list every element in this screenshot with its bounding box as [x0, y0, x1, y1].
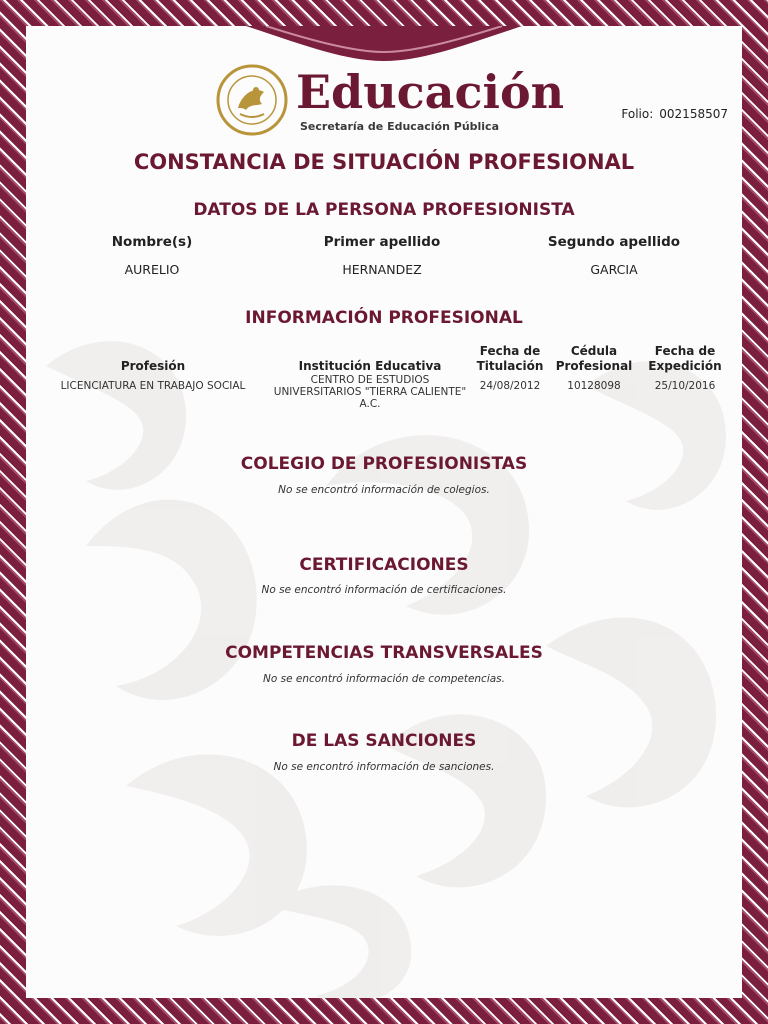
- table-col-fecha-titulacion: [474, 340, 546, 392]
- top-wave-ornament: [26, 26, 742, 66]
- person-col-nombre: [42, 234, 262, 277]
- document-title: CONSTANCIA DE SITUACIÓN PROFESIONAL: [133, 150, 635, 174]
- national-seal-icon: [216, 64, 288, 136]
- sanciones-empty-message: No se encontró información de sanciones.: [273, 761, 495, 773]
- table-col-cedula: [552, 340, 636, 392]
- professional-section-title: INFORMACIÓN PROFESIONAL: [245, 308, 523, 328]
- table-header-institucion: Institución Educativa: [298, 359, 442, 373]
- colegio-section-title: COLEGIO DE PROFESIONISTAS: [240, 454, 528, 474]
- person-header-segundo-apellido: Segundo apellido: [547, 234, 681, 250]
- folio-label: Folio:: [621, 107, 654, 121]
- competencias-section-title: COMPETENCIAS TRANSVERSALES: [225, 643, 543, 663]
- certificate-page: [26, 26, 742, 998]
- table-col-profesion: [54, 340, 252, 392]
- folio-value: 002158507: [659, 107, 728, 121]
- person-value-primer-apellido: HERNANDEZ: [342, 262, 422, 277]
- person-header-primer-apellido: Primer apellido: [323, 234, 441, 250]
- colegio-empty-message: No se encontró información de colegios.: [278, 484, 490, 496]
- institution-header: [216, 64, 596, 144]
- person-value-segundo-apellido: GARCIA: [590, 262, 638, 277]
- table-header-profesion: Profesión: [120, 359, 186, 373]
- certificaciones-section-title: CERTIFICACIONES: [299, 555, 469, 575]
- folio: [621, 107, 728, 121]
- table-cell-cedula: 10128098: [567, 380, 621, 392]
- table-header-cedula: Cédula Profesional: [555, 344, 633, 373]
- competencias-empty-message: No se encontró información de competencias.: [262, 673, 505, 685]
- table-cell-institucion: CENTRO DE ESTUDIOS UNIVERSITARIOS "TIERRA CALIENTE" A.C.: [273, 374, 467, 410]
- table-col-fecha-expedicion: [640, 340, 730, 392]
- table-cell-fecha-expedicion: 25/10/2016: [654, 380, 716, 392]
- table-cell-fecha-titulacion: 24/08/2012: [479, 380, 541, 392]
- person-header-nombre: Nombre(s): [111, 234, 193, 250]
- table-header-fecha-expedicion: Fecha de Expedición: [648, 344, 722, 373]
- brand-title: Educación: [296, 65, 565, 119]
- sanciones-section-title: DE LAS SANCIONES: [291, 731, 477, 751]
- person-value-nombre: AURELIO: [124, 262, 180, 277]
- person-section-title: DATOS DE LA PERSONA PROFESIONISTA: [193, 200, 575, 220]
- table-cell-profesion: LICENCIATURA EN TRABAJO SOCIAL: [60, 380, 246, 392]
- table-header-fecha-titulacion: Fecha de Titulación: [476, 344, 544, 373]
- person-col-primer-apellido: [272, 234, 492, 277]
- certificaciones-empty-message: No se encontró información de certificaciones.: [261, 584, 507, 596]
- person-col-segundo-apellido: [504, 234, 724, 277]
- table-col-institucion: [272, 340, 468, 410]
- brand-subtitle: Secretaría de Educación Pública: [300, 120, 500, 133]
